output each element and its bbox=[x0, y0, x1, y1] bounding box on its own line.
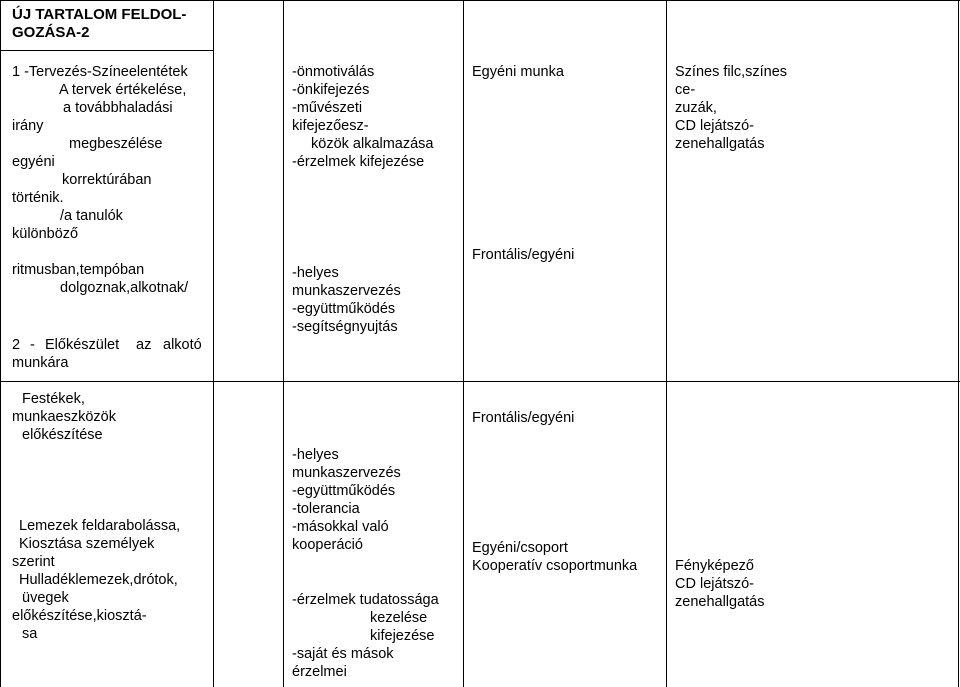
activity-text: /a tanulók bbox=[60, 208, 123, 224]
goal-text: kezelése bbox=[370, 610, 428, 626]
goal-text: -saját és mások bbox=[292, 646, 394, 662]
tools-text: Fényképező bbox=[675, 558, 754, 574]
tools-text: Színes filc,színes bbox=[675, 64, 788, 80]
column-divider bbox=[463, 0, 464, 687]
goal-text: érzelmei bbox=[292, 664, 347, 680]
goal-text: -helyes bbox=[292, 265, 339, 281]
activity-text: történik. bbox=[12, 190, 64, 206]
table-border-right bbox=[958, 0, 959, 687]
table-border-left bbox=[0, 0, 1, 687]
activity-text: korrektúrában bbox=[62, 172, 152, 188]
goal-text: kooperáció bbox=[292, 537, 363, 553]
activity-text: üvegek bbox=[22, 590, 69, 606]
goal-text: -tolerancia bbox=[292, 501, 360, 517]
activity-text: előkészítése bbox=[22, 427, 103, 443]
column-divider bbox=[213, 0, 214, 687]
tools-text: zuzák, bbox=[675, 100, 717, 116]
activity-text: a továbbhaladási bbox=[63, 100, 173, 116]
goal-text: -helyes bbox=[292, 447, 339, 463]
title-cell-divider bbox=[0, 50, 213, 51]
activity-text: Festékek, bbox=[22, 391, 85, 407]
column-divider bbox=[666, 0, 667, 687]
goal-text: kifejezése bbox=[370, 628, 435, 644]
goal-text: -művészeti bbox=[292, 100, 363, 116]
activity-text: irány bbox=[12, 118, 44, 134]
tools-text: zenehallgatás bbox=[675, 136, 765, 152]
work-form-text: Frontális/egyéni bbox=[472, 247, 575, 263]
activity-text: munkára bbox=[12, 355, 69, 371]
goal-text: -érzelmek tudatossága bbox=[292, 592, 439, 608]
activity-text: szerint bbox=[12, 554, 55, 570]
activity-text: Kiosztása személyek bbox=[19, 536, 155, 552]
goal-text: -együttműködés bbox=[292, 301, 396, 317]
work-form-text: Egyéni munka bbox=[472, 64, 564, 80]
activity-text: dolgoznak,alkotnak/ bbox=[60, 280, 189, 296]
goal-text: -másokkal való bbox=[292, 519, 389, 535]
activity-text: egyéni bbox=[12, 154, 55, 170]
activity-number: 2 bbox=[12, 337, 21, 353]
tools-text: ce- bbox=[675, 82, 696, 98]
goal-text: -önmotiválás bbox=[292, 64, 375, 80]
activity-text: Hulladéklemezek,drótok, bbox=[19, 572, 178, 588]
goal-text: kifejezőesz- bbox=[292, 118, 369, 134]
work-form-text: Egyéni/csoport bbox=[472, 540, 568, 556]
activity-text: Előkészület bbox=[45, 337, 120, 353]
activity-text: 1 -Tervezés-Színeelentétek bbox=[12, 64, 188, 80]
activity-text: A tervek értékelése, bbox=[59, 82, 187, 98]
table-border-top bbox=[0, 0, 960, 1]
work-form-text: Frontális/egyéni bbox=[472, 410, 575, 426]
column-divider bbox=[283, 0, 284, 687]
tools-text: CD lejátszó- bbox=[675, 576, 754, 592]
activity-text: - bbox=[30, 337, 35, 353]
tools-text: zenehallgatás bbox=[675, 594, 765, 610]
tools-text: CD lejátszó- bbox=[675, 118, 754, 134]
section-title-line-2: GOZÁSA-2 bbox=[12, 24, 90, 41]
goal-text: közök alkalmazása bbox=[311, 136, 434, 152]
work-form-text: Kooperatív csoportmunka bbox=[472, 558, 638, 574]
goal-text: -önkifejezés bbox=[292, 82, 370, 98]
activity-text: előkészítése,kiosztá- bbox=[12, 608, 147, 624]
activity-text: alkotó bbox=[163, 337, 202, 353]
section-title-line-1: ÚJ TARTALOM FELDOL- bbox=[12, 6, 187, 23]
activity-text: megbeszélése bbox=[69, 136, 163, 152]
activity-text: Lemezek feldarabolássa, bbox=[19, 518, 181, 534]
goal-text: -együttműködés bbox=[292, 483, 396, 499]
goal-text: -érzelmek kifejezése bbox=[292, 154, 425, 170]
activity-text: különböző bbox=[12, 226, 79, 242]
activity-text: az bbox=[136, 337, 152, 353]
goal-text: munkaszervezés bbox=[292, 465, 401, 481]
activity-text: munkaeszközök bbox=[12, 409, 116, 425]
activity-text: ritmusban,tempóban bbox=[12, 262, 145, 278]
goal-text: -segítségnyujtás bbox=[292, 319, 398, 335]
activity-text: sa bbox=[22, 626, 38, 642]
goal-text: munkaszervezés bbox=[292, 283, 401, 299]
row-divider bbox=[0, 381, 960, 382]
